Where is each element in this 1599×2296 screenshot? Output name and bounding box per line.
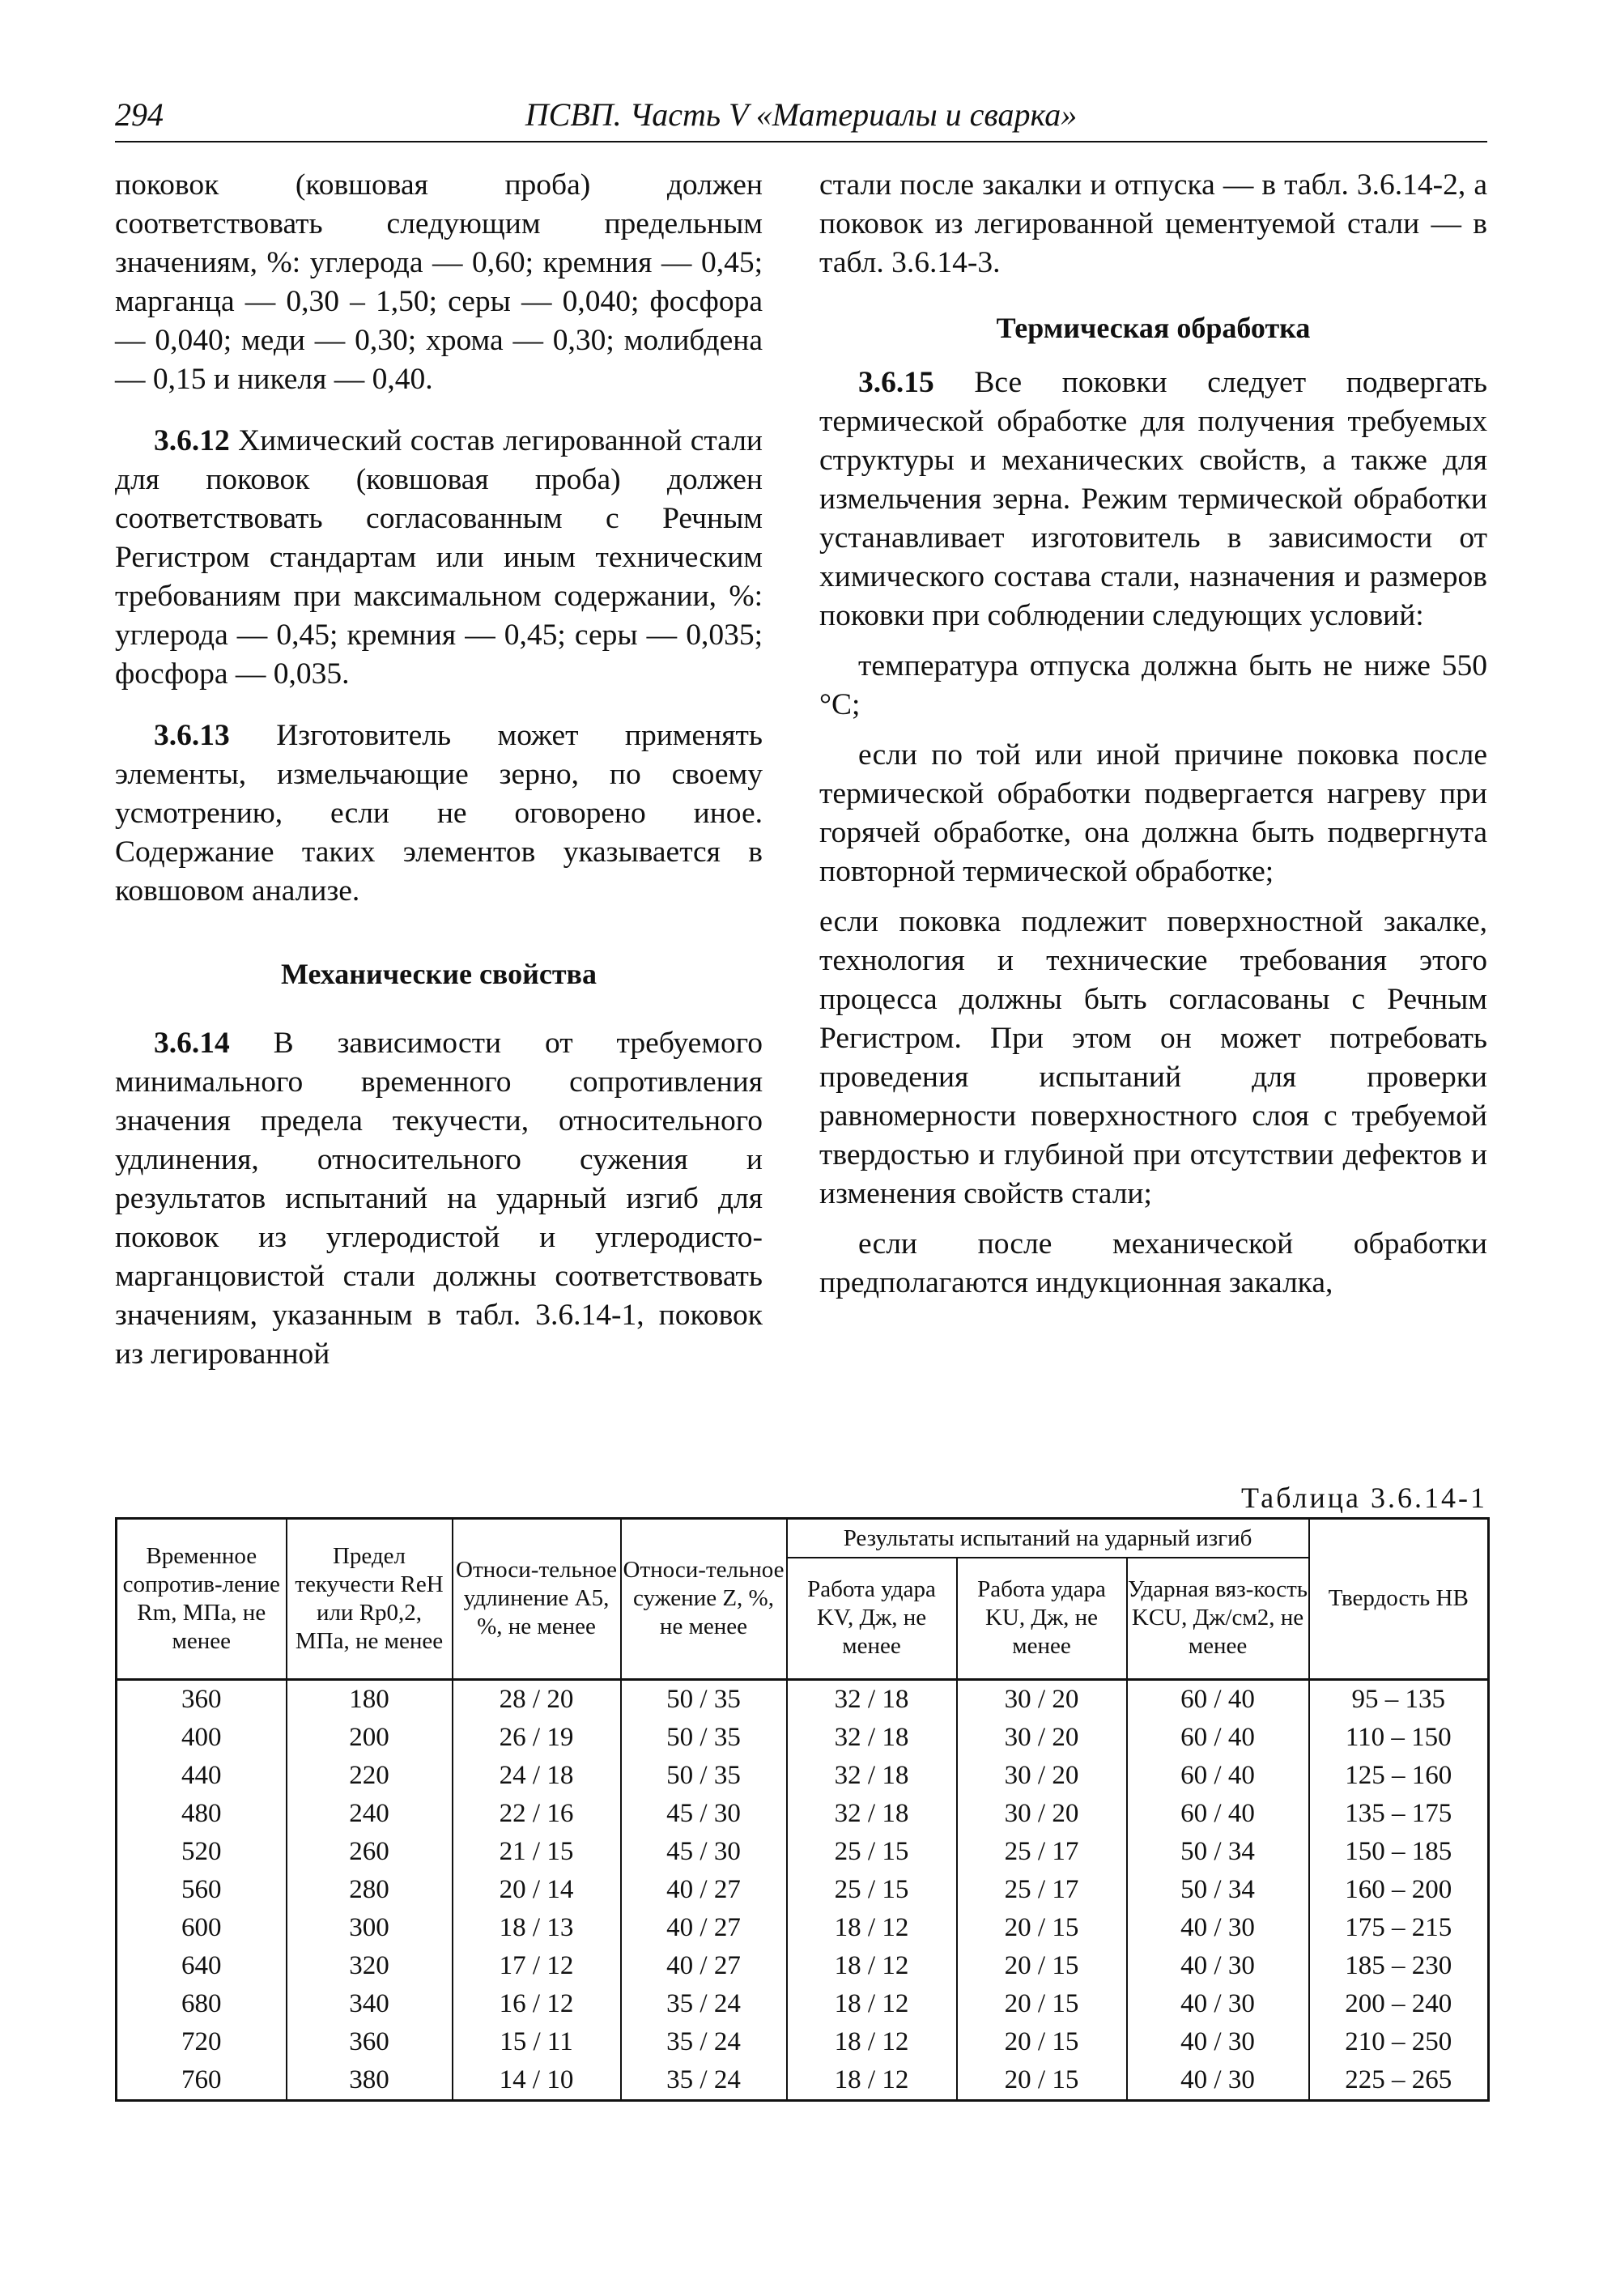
- table-row: [117, 1947, 1489, 1985]
- table-cell: 60 / 40: [1127, 1757, 1309, 1795]
- table-row: [117, 1757, 1489, 1795]
- table-cell: 50 / 34: [1127, 1833, 1309, 1871]
- table-cell: 30 / 20: [957, 1795, 1127, 1833]
- table-cell: 480: [117, 1795, 287, 1833]
- table-cell: 240: [287, 1795, 453, 1833]
- table-cell: 18 / 12: [787, 2061, 957, 2101]
- header-ku: Работа удара KU, Дж, не менее: [957, 1558, 1127, 1679]
- table-row: [117, 1795, 1489, 1833]
- table-cell: 40 / 27: [621, 1871, 787, 1909]
- table-row: [117, 2023, 1489, 2061]
- paragraph-text: Изготовитель может применять элементы, измельчающие зерно, по своему усмотрению, если не оговорено иное. Содержание таких элементов указывается в ковшовом анализе.: [115, 719, 763, 908]
- table-row: [117, 1719, 1489, 1757]
- table-cell: 35 / 24: [621, 2023, 787, 2061]
- table-cell: 760: [117, 2061, 287, 2101]
- table-cell: 440: [117, 1757, 287, 1795]
- clause-number: 3.6.13: [154, 719, 230, 752]
- list-item: если по той или иной причине поковка после термической обработки подвергается нагреву при горячей обработке, она должна быть подвергнута повторной термической обработке;: [819, 738, 1487, 888]
- table-cell: 25 / 15: [787, 1833, 957, 1871]
- table-cell: 20 / 15: [957, 2023, 1127, 2061]
- table-caption: Таблица 3.6.14-1: [1241, 1482, 1487, 1514]
- table-cell: 28 / 20: [453, 1679, 621, 1719]
- table-row: [117, 1679, 1489, 1719]
- table-cell: 400: [117, 1719, 287, 1757]
- table-container: [115, 1517, 1487, 2102]
- clause-number: 3.6.15: [858, 366, 934, 399]
- list-item: если поковка подлежит поверхностной закалке, технология и технические требования этого процесса должны быть согласованы с Речным Регистром. При этом он может потребовать проведения испытаний для проверки равномерности поверхностного слоя с требуемой твердостью и глубиной при отсутствии дефектов и изменения свойств стали;: [819, 905, 1487, 1210]
- table-cell: 18 / 12: [787, 1909, 957, 1947]
- table-cell: 320: [287, 1947, 453, 1985]
- header-reduction: Относи-тельное сужение Z, %, не менее: [621, 1519, 787, 1680]
- table-row: [117, 1871, 1489, 1909]
- table-cell: 40 / 30: [1127, 1985, 1309, 2023]
- running-title: ПСВП. Часть V «Материалы и сварка»: [525, 96, 1078, 133]
- table-cell: 520: [117, 1833, 287, 1871]
- table-cell: 18 / 13: [453, 1909, 621, 1947]
- table-cell: 22 / 16: [453, 1795, 621, 1833]
- table-cell: 380: [287, 2061, 453, 2101]
- document-page: [115, 0, 1487, 2296]
- table-cell: 40 / 30: [1127, 2061, 1309, 2101]
- section-heading-heat-treatment: Термическая обработка: [996, 312, 1311, 344]
- page-header: [115, 96, 1487, 142]
- table-row: [117, 1909, 1489, 1947]
- table-cell: 21 / 15: [453, 1833, 621, 1871]
- table-cell: 135 – 175: [1309, 1795, 1489, 1833]
- table-cell: 20 / 15: [957, 1947, 1127, 1985]
- list-item: температура отпуска должна быть не ниже 550 °С;: [819, 649, 1487, 721]
- table-cell: 14 / 10: [453, 2061, 621, 2101]
- table-cell: 16 / 12: [453, 1985, 621, 2023]
- table-cell: 110 – 150: [1309, 1719, 1489, 1757]
- table-cell: 340: [287, 1985, 453, 2023]
- table-cell: 20 / 15: [957, 1909, 1127, 1947]
- clause-number: 3.6.12: [154, 424, 230, 457]
- table-cell: 40 / 27: [621, 1909, 787, 1947]
- table-cell: 35 / 24: [621, 2061, 787, 2101]
- paragraph-text: Все поковки следует подвергать термической обработке для получения требуемых структуры и механических свойств, а также для измельчения зерна. Режим термической обработки устанавливает изготовитель в зависимости от химического состава стали, назначения и размеров поковки при соблюдении следующих условий:: [819, 366, 1487, 632]
- table-cell: 45 / 30: [621, 1795, 787, 1833]
- left-column: [115, 166, 763, 1385]
- table-cell: 20 / 15: [957, 2061, 1127, 2101]
- table-cell: 50 / 35: [621, 1719, 787, 1757]
- properties-table: [115, 1517, 1490, 2102]
- table-cell: 60 / 40: [1127, 1719, 1309, 1757]
- table-cell: 200 – 240: [1309, 1985, 1489, 2023]
- table-cell: 26 / 19: [453, 1719, 621, 1757]
- header-kv: Работа удара KV, Дж, не менее: [787, 1558, 957, 1679]
- table-cell: 32 / 18: [787, 1719, 957, 1757]
- table-cell: 185 – 230: [1309, 1947, 1489, 1985]
- header-tensile-strength: Временное сопротив-ление Rm, МПа, не менее: [117, 1519, 287, 1680]
- table-cell: 32 / 18: [787, 1679, 957, 1719]
- table-cell: 280: [287, 1871, 453, 1909]
- page-number: 294: [115, 96, 164, 133]
- header-elongation: Относи-тельное удлинение A5, %, не менее: [453, 1519, 621, 1680]
- table-cell: 40 / 30: [1127, 1947, 1309, 1985]
- table-cell: 30 / 20: [957, 1679, 1127, 1719]
- table-cell: 560: [117, 1871, 287, 1909]
- table-cell: 50 / 35: [621, 1757, 787, 1795]
- table-cell: 50 / 34: [1127, 1871, 1309, 1909]
- table-row: [117, 1833, 1489, 1871]
- table-cell: 35 / 24: [621, 1985, 787, 2023]
- clause-number: 3.6.14: [154, 1027, 230, 1060]
- table-cell: 200: [287, 1719, 453, 1757]
- table-cell: 680: [117, 1985, 287, 2023]
- paragraph-text: Химический состав легированной стали для поковок (ковшовая проба) должен соответствовать согласованным с Речным Регистром стандартам или иным техническим требованиям при максимальном содержании, %: углерода — 0,45; кремния — 0,45; серы — 0,035; фосфора — 0,035.: [115, 424, 763, 691]
- table-cell: 30 / 20: [957, 1757, 1127, 1795]
- table-cell: 24 / 18: [453, 1757, 621, 1795]
- right-column: [819, 166, 1487, 1314]
- table-row: [117, 2061, 1489, 2101]
- table-cell: 260: [287, 1833, 453, 1871]
- paragraph: поковок (ковшовая проба) должен соответствовать следующим предельным значениям, %: углерода — 0,60; кремния — 0,45; марганца — 0,30 – 1,50; серы — 0,040; фосфора — 0,040; меди — 0,30; хрома — 0,30; молибдена — 0,15 и никеля — 0,40.: [115, 168, 763, 396]
- table-cell: 50 / 35: [621, 1679, 787, 1719]
- paragraph-text: В зависимости от требуемого минимального временного сопротивления значения предела текучести, относительного удлинения, относительного сужения и результатов испытаний на ударный изгиб для поковок из углеродистой и углеродисто-марганцовистой стали должны соответствовать значениям, указанным в табл. 3.6.14-1, поковок из легированной: [115, 1027, 763, 1371]
- table-cell: 125 – 160: [1309, 1757, 1489, 1795]
- table-cell: 640: [117, 1947, 287, 1985]
- table-cell: 20 / 14: [453, 1871, 621, 1909]
- table-cell: 40 / 30: [1127, 1909, 1309, 1947]
- table-cell: 17 / 12: [453, 1947, 621, 1985]
- header-kcu: Ударная вяз-кость KCU, Дж/см2, не менее: [1127, 1558, 1309, 1679]
- section-heading-mechanical: Механические свойства: [281, 958, 597, 990]
- table-row: [117, 1985, 1489, 2023]
- paragraph-3-6-12: [115, 422, 763, 694]
- table-cell: 210 – 250: [1309, 2023, 1489, 2061]
- paragraph: стали после закалки и отпуска — в табл. 3.6.14-2, а поковок из легированной цементуемой стали — в табл. 3.6.14-3.: [819, 168, 1487, 279]
- table-cell: 360: [117, 1679, 287, 1719]
- header-impact-group: Результаты испытаний на ударный изгиб: [787, 1519, 1309, 1558]
- table-cell: 20 / 15: [957, 1985, 1127, 2023]
- header-yield-strength: Предел текучести ReH или Rp0,2, МПа, не менее: [287, 1519, 453, 1680]
- table-cell: 18 / 12: [787, 1985, 957, 2023]
- table-cell: 25 / 17: [957, 1871, 1127, 1909]
- table-body: [117, 1679, 1489, 2100]
- table-cell: 30 / 20: [957, 1719, 1127, 1757]
- table-cell: 300: [287, 1909, 453, 1947]
- table-cell: 180: [287, 1679, 453, 1719]
- table-cell: 175 – 215: [1309, 1909, 1489, 1947]
- table-cell: 15 / 11: [453, 2023, 621, 2061]
- table-cell: 600: [117, 1909, 287, 1947]
- table-cell: 32 / 18: [787, 1757, 957, 1795]
- table-cell: 40 / 30: [1127, 2023, 1309, 2061]
- list-item: если после механической обработки предполагаются индукционная закалка,: [819, 1227, 1487, 1299]
- header-hardness: Твердость HB: [1309, 1519, 1489, 1680]
- table-cell: 45 / 30: [621, 1833, 787, 1871]
- table-cell: 25 / 17: [957, 1833, 1127, 1871]
- table-cell: 360: [287, 2023, 453, 2061]
- table-cell: 32 / 18: [787, 1795, 957, 1833]
- table-cell: 160 – 200: [1309, 1871, 1489, 1909]
- table-cell: 40 / 27: [621, 1947, 787, 1985]
- table-cell: 18 / 12: [787, 1947, 957, 1985]
- paragraph-3-6-14: [115, 1024, 763, 1374]
- table-cell: 95 – 135: [1309, 1679, 1489, 1719]
- table-cell: 150 – 185: [1309, 1833, 1489, 1871]
- table-cell: 720: [117, 2023, 287, 2061]
- table-cell: 220: [287, 1757, 453, 1795]
- table-cell: 60 / 40: [1127, 1679, 1309, 1719]
- table-cell: 25 / 15: [787, 1871, 957, 1909]
- table-cell: 18 / 12: [787, 2023, 957, 2061]
- table-cell: 60 / 40: [1127, 1795, 1309, 1833]
- table-cell: 225 – 265: [1309, 2061, 1489, 2101]
- paragraph-3-6-15: [819, 364, 1487, 636]
- paragraph-3-6-13: [115, 716, 763, 911]
